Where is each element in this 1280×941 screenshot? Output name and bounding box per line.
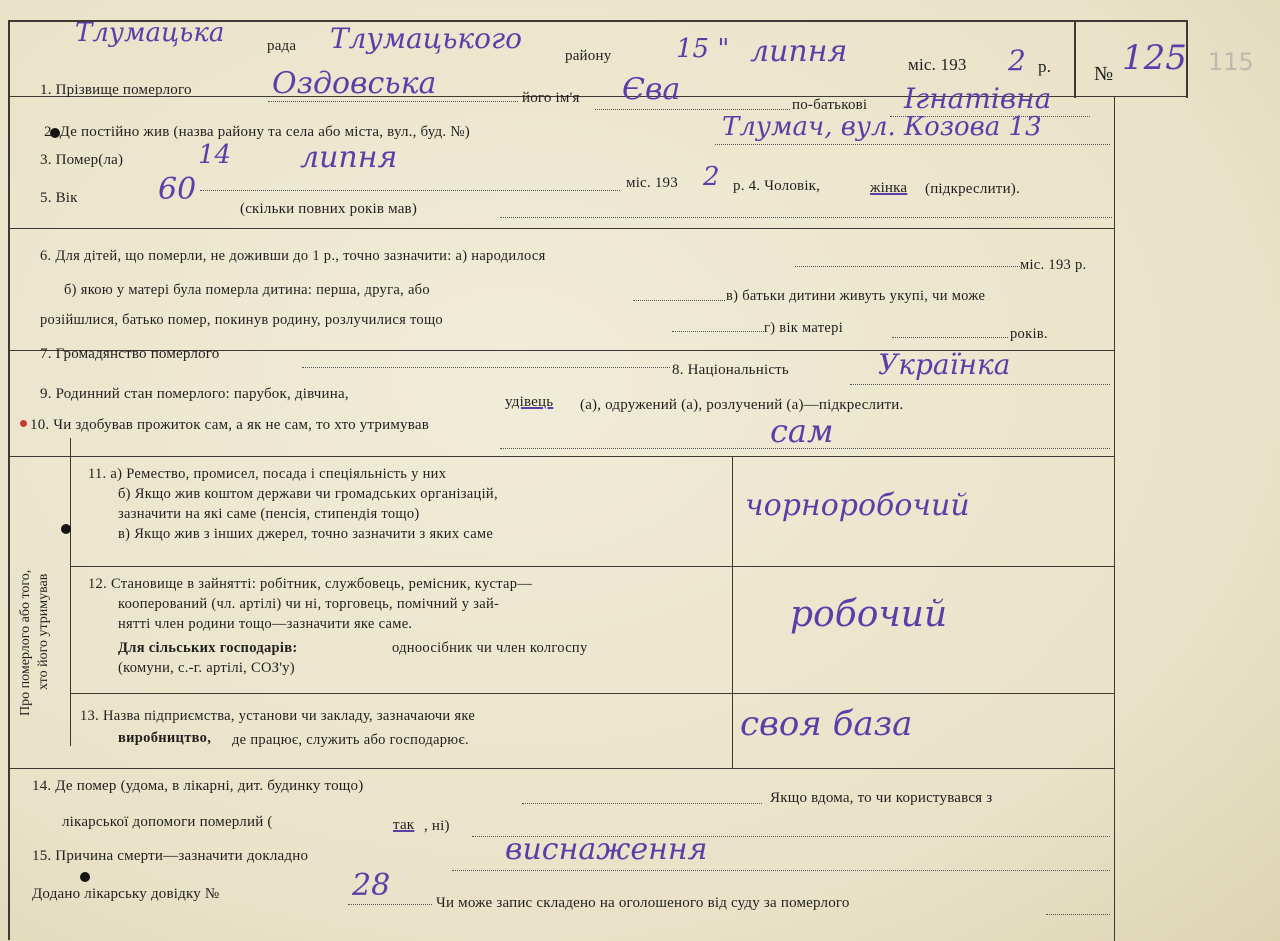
medical-help-yes-underlined: так xyxy=(393,817,415,833)
employment-line-1: 12. Становище в зайнятті: робітник, службовець, ремісник, кустар— xyxy=(88,576,533,592)
surname-line xyxy=(268,101,518,102)
residence-label: 2. Де постійно жив (назва району та села або міста, вул., буд. №) xyxy=(44,124,470,140)
punch-hole xyxy=(61,524,71,534)
medical-help-label: лікарської допомоги померлий ( xyxy=(62,814,273,830)
workplace-line-1: 13. Назва підприємства, установи чи закладу, зазначаючи яке xyxy=(80,708,476,724)
occupation-handwritten: чорноробочий xyxy=(745,488,970,523)
certificate-label: Додано лікарську довідку № xyxy=(32,886,220,902)
punch-hole xyxy=(80,872,90,882)
month-handwritten: липня xyxy=(750,34,848,69)
occupation-line-3: зазначити на які саме (пенсія, стипендія тощо) xyxy=(118,506,420,522)
employment-rural-heading: Для сільських господарів: xyxy=(118,640,298,656)
infant-line-3a: розійшлися, батько помер, покинув родину, розлучилися тощо xyxy=(40,312,443,328)
red-dot-mark xyxy=(20,420,27,427)
workplace-handwritten: своя база xyxy=(740,704,913,744)
residence-handwritten: Тлумач, вул. Козова 13 xyxy=(722,112,1042,142)
employment-line-3: нятті член родини тощо—зазначити яке саме. xyxy=(118,616,413,632)
nationality-label: 8. Національність xyxy=(672,362,789,378)
place-of-death-label: 14. Де помер (удома, в лікарні, дит. будинку тощо) xyxy=(32,778,364,794)
infant-order-line xyxy=(633,300,725,301)
number-box-left xyxy=(1074,20,1076,98)
employment-line-2: кооперований (чл. артілі) чи ні, торговець, помічний у зай- xyxy=(118,596,500,612)
year-digit-handwritten: 2 xyxy=(1008,44,1026,77)
body-right-border xyxy=(1114,96,1115,941)
council-handwritten: Тлумацька xyxy=(75,18,225,48)
district-handwritten: Тлумацького xyxy=(330,22,523,55)
name-handwritten: Єва xyxy=(622,72,681,107)
section-line-11 xyxy=(70,566,1114,567)
frame-left xyxy=(8,20,10,940)
infant-line-2b: в) батьки дитини живуть укупі, чи може xyxy=(726,288,986,304)
day-handwritten: 15 " xyxy=(676,34,730,64)
occupation-line-4: в) Якщо жив з інших джерел, точно зазначити з яких саме xyxy=(118,526,494,542)
r-label: р. xyxy=(1038,57,1052,76)
infant-line-1: 6. Для дітей, що померли, не доживши до 1 р., точно зазначити: а) народилося xyxy=(40,248,546,264)
workplace-production-label: виробництво, xyxy=(118,730,212,746)
nationality-line xyxy=(850,384,1110,385)
infant-born-line xyxy=(795,266,1020,267)
cause-of-death-handwritten: виснаження xyxy=(505,832,708,867)
rayonu-label: району xyxy=(565,48,612,64)
employment-line-5: (комуни, с.-г. артілі, СОЗ'у) xyxy=(118,660,295,676)
support-handwritten: сам xyxy=(770,412,834,450)
died-mis-label: міс. 193 xyxy=(626,175,678,191)
sex-label: р. 4. Чоловік, xyxy=(733,178,821,194)
infant-line-2a: б) якою у матері була померла дитина: перша, друга, або xyxy=(64,282,430,298)
employment-handwritten: робочий xyxy=(790,594,948,635)
record-number-handwritten: 125 xyxy=(1122,38,1187,78)
workplace-line-2: де працює, служить або господарює. xyxy=(232,732,469,748)
medical-help-options-end: , ні) xyxy=(424,818,450,834)
support-label: 10. Чи здобував прожиток сам, а як не сам, то хто утримував xyxy=(30,417,429,433)
number-label: № xyxy=(1094,63,1114,85)
infant-line-1-end: міс. 193 р. xyxy=(1020,257,1087,273)
died-day-handwritten: 14 xyxy=(198,140,232,170)
patronymic-label: по-батькові xyxy=(792,97,868,113)
age-note: (скільки повних років мав) xyxy=(240,201,418,217)
rada-label: рада xyxy=(267,38,297,54)
age-line xyxy=(500,217,1112,218)
marital-label: 9. Родинний стан померлого: парубок, дівчина, xyxy=(40,386,349,402)
name-line xyxy=(595,109,790,110)
died-year-digit-handwritten: 2 xyxy=(703,162,720,192)
occupation-line-2: б) Якщо жив коштом держави чи громадських організацій, xyxy=(118,486,498,502)
side-label-line-1: Про померлого або того, xyxy=(18,569,33,716)
section-line-12 xyxy=(70,693,1114,694)
marital-options: (а), одружений (а), розлучений (а)—підкреслити. xyxy=(580,397,904,413)
citizenship-label: 7. Громадянство померлого xyxy=(40,346,220,362)
court-question-line xyxy=(1046,914,1110,915)
side-label-line-2: хто його утримував xyxy=(36,573,51,690)
surname-label: 1. Прізвище померлого xyxy=(40,82,192,98)
nationality-handwritten: Українка xyxy=(878,348,1011,381)
place-of-death-line xyxy=(522,803,762,804)
died-label: 3. Помер(ла) xyxy=(40,152,124,168)
home-question-label: Якщо вдома, то чи користувався з xyxy=(770,790,993,806)
section-line-13 xyxy=(8,768,1114,769)
court-question-label: Чи може запис складено на оголошеного від суду за померлого xyxy=(436,895,850,911)
infant-line-3c: років. xyxy=(1010,326,1048,342)
marital-widow-underlined: удівець xyxy=(505,394,554,410)
name-label: його ім'я xyxy=(522,90,580,106)
occupation-line-1: 11. а) Ремество, промисел, посада і спеціяльність у них xyxy=(88,466,447,482)
mother-age-line xyxy=(892,337,1008,338)
section-line-5 xyxy=(8,228,1114,229)
surname-handwritten: Оздовська xyxy=(272,66,437,101)
age-handwritten: 60 xyxy=(158,172,197,207)
certificate-number-line xyxy=(348,904,432,905)
employment-rural-options: одноосібник чи член колгоспу xyxy=(392,640,588,656)
age-label: 5. Вік xyxy=(40,190,78,206)
infant-line-3b: г) вік матері xyxy=(764,320,844,336)
certificate-number-handwritten: 28 xyxy=(352,868,391,903)
died-line xyxy=(200,190,620,191)
infant-parents-line xyxy=(672,331,764,332)
corner-pencil-number: 115 xyxy=(1208,48,1254,76)
section-line-10 xyxy=(8,456,1114,457)
answer-column-divider xyxy=(732,456,733,768)
died-month-handwritten: липня xyxy=(300,140,398,175)
sex-instruction: (підкреслити). xyxy=(925,181,1020,197)
residence-line xyxy=(715,144,1110,145)
citizenship-line xyxy=(302,367,670,368)
cause-of-death-line xyxy=(452,870,1110,871)
mis-year-label: міс. 193 xyxy=(908,55,967,74)
patronymic-handwritten: Ігнатівна xyxy=(904,82,1052,115)
sex-female-underlined: жінка xyxy=(870,180,908,196)
sidebar-divider xyxy=(70,438,71,746)
cause-of-death-label: 15. Причина смерти—зазначити докладно xyxy=(32,848,309,864)
